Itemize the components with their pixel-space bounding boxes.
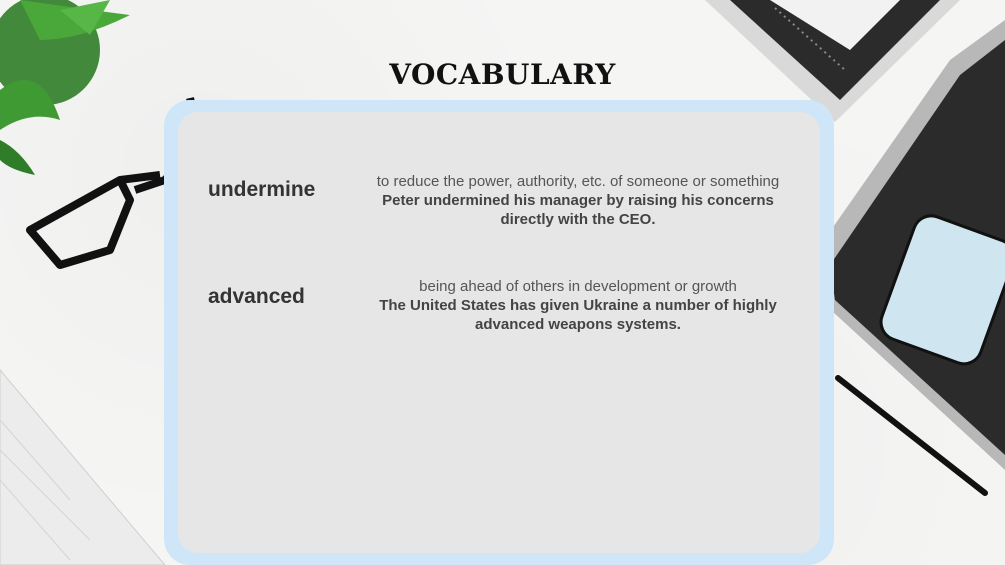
vocab-term: advanced xyxy=(208,285,305,308)
page-title: VOCABULARY xyxy=(389,58,616,91)
vocab-term: undermine xyxy=(208,178,316,201)
vocab-example: Peter undermined his manager by raising his concerns directly with the CEO. xyxy=(382,192,774,228)
vocab-entry xyxy=(355,277,801,334)
vocab-definition: to reduce the power, authority, etc. of someone or something xyxy=(376,173,780,190)
vocab-definition: being ahead of others in development or growth xyxy=(419,278,737,295)
notepad-icon xyxy=(0,370,165,565)
vocab-example: The United States has given Ukraine a number of highly advanced weapons systems. xyxy=(379,297,777,333)
vocab-entry xyxy=(355,172,801,229)
